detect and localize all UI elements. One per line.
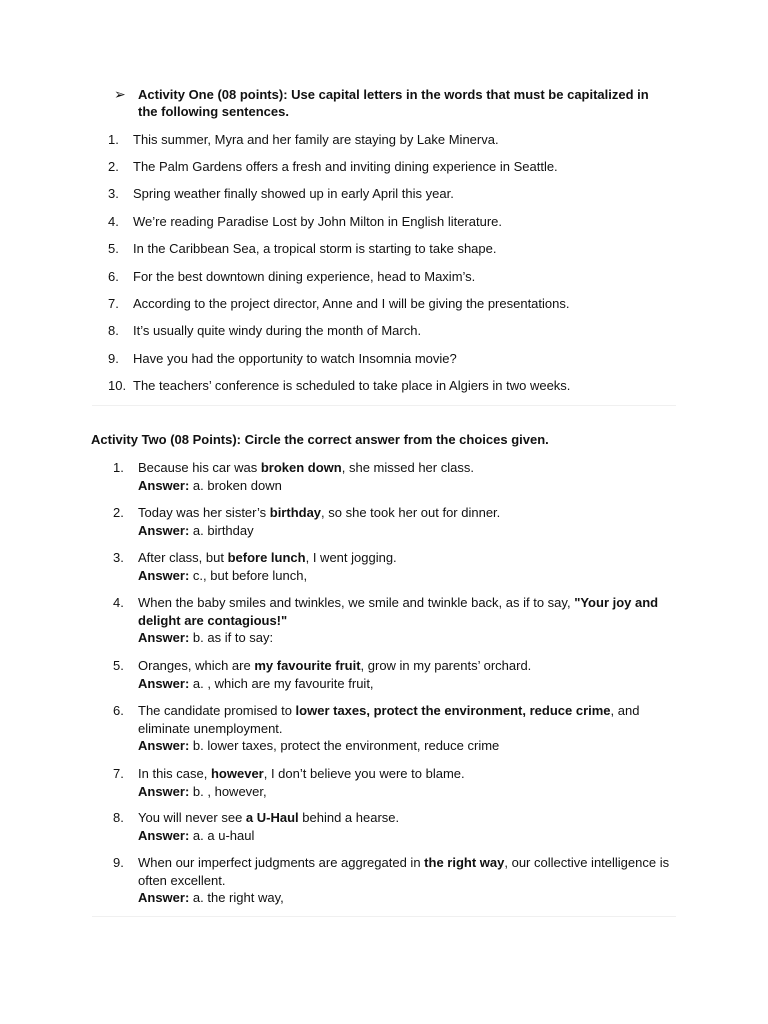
item-sentence: This summer, Myra and her family are staying by Lake Minerva. bbox=[133, 132, 499, 147]
item-question bbox=[138, 549, 678, 567]
item-question bbox=[138, 459, 678, 477]
item-number: 3. bbox=[108, 186, 119, 201]
item-sentence: The teachers’ conference is scheduled to take place in Algiers in two weeks. bbox=[133, 378, 571, 393]
item-number: 2. bbox=[108, 159, 119, 174]
item-body bbox=[138, 854, 678, 907]
item-question bbox=[138, 657, 678, 675]
answer-value: b. as if to say: bbox=[192, 630, 274, 645]
item-body bbox=[138, 459, 678, 494]
section-divider bbox=[92, 405, 676, 406]
question-text: Oranges, which are bbox=[138, 658, 255, 673]
item-answer bbox=[138, 783, 678, 801]
section-divider bbox=[92, 916, 676, 917]
question-text: Today was her sister’s bbox=[138, 505, 270, 520]
item-number: 7. bbox=[113, 766, 124, 781]
question-text: , I don’t believe you were to blame. bbox=[263, 766, 465, 781]
question-text: You will never see bbox=[138, 810, 246, 825]
item-sentence: We’re reading Paradise Lost by John Milton in English literature. bbox=[133, 214, 503, 229]
activity-one-item bbox=[108, 322, 708, 339]
item-answer bbox=[138, 737, 678, 755]
question-text: behind a hearse. bbox=[298, 810, 400, 825]
question-highlight: birthday bbox=[269, 505, 322, 520]
answer-value: a. birthday bbox=[192, 522, 254, 538]
question-highlight: before lunch bbox=[227, 550, 306, 565]
item-sentence: It’s usually quite windy during the month of March. bbox=[133, 323, 422, 338]
item-answer bbox=[138, 522, 678, 540]
activity-one-item bbox=[108, 377, 708, 394]
answer-value: b. , however, bbox=[192, 783, 267, 799]
item-number: 10. bbox=[108, 378, 127, 393]
item-number: 9. bbox=[108, 351, 119, 366]
question-text: Because his car was bbox=[138, 460, 261, 475]
question-text: In this case, bbox=[138, 766, 211, 781]
item-question bbox=[138, 854, 678, 889]
item-question bbox=[138, 594, 678, 629]
question-highlight: the right way bbox=[424, 855, 505, 870]
item-answer bbox=[138, 629, 678, 647]
activity-one-item bbox=[108, 213, 708, 230]
item-body bbox=[138, 549, 678, 584]
item-answer bbox=[138, 675, 678, 693]
question-highlight: lower taxes, protect the environment, reduce crime bbox=[295, 703, 611, 718]
activity-one-item bbox=[108, 131, 708, 148]
item-question bbox=[138, 765, 678, 783]
question-highlight: my favourite fruit bbox=[254, 658, 361, 673]
item-body bbox=[138, 657, 678, 692]
activity-one-item bbox=[108, 350, 708, 367]
question-text: After class, but bbox=[138, 550, 228, 565]
item-sentence: According to the project director, Anne and I will be giving the presentations. bbox=[133, 296, 570, 311]
answer-value: a. the right way, bbox=[192, 890, 284, 905]
item-number: 2. bbox=[113, 505, 124, 520]
item-number: 1. bbox=[108, 132, 119, 147]
activity-one-title: Activity One (08 points): Use capital letters in the words that must be capitalized in the following sentences. bbox=[138, 87, 649, 119]
item-number: 9. bbox=[113, 855, 124, 870]
arrow-bullet-icon: ➢ bbox=[114, 86, 126, 102]
item-number: 6. bbox=[108, 269, 119, 284]
answer-label: Answer: bbox=[138, 630, 190, 645]
item-answer bbox=[138, 567, 678, 585]
item-body bbox=[138, 765, 678, 800]
item-number: 1. bbox=[113, 460, 124, 475]
item-number: 3. bbox=[113, 550, 124, 565]
item-number: 8. bbox=[113, 810, 124, 825]
item-question bbox=[138, 809, 678, 827]
answer-label: Answer: bbox=[138, 567, 190, 583]
answer-value: c., but before lunch, bbox=[192, 567, 308, 583]
answer-label: Answer: bbox=[138, 675, 190, 691]
activity-one-item bbox=[108, 158, 708, 175]
answer-label: Answer: bbox=[138, 783, 190, 799]
activity-one-item bbox=[108, 268, 708, 285]
question-text: , and eliminate unemployment. bbox=[138, 703, 640, 736]
item-body bbox=[138, 702, 678, 755]
question-text: When the baby smiles and twinkles, we smile and twinkle back, as if to say, bbox=[138, 595, 575, 610]
item-question bbox=[138, 702, 678, 737]
item-sentence: Have you had the opportunity to watch Insomnia movie? bbox=[133, 351, 457, 366]
answer-label: Answer: bbox=[138, 827, 190, 843]
item-sentence: Spring weather finally showed up in early April this year. bbox=[133, 186, 454, 201]
question-highlight: "Your joy and delight are contagious!" bbox=[138, 595, 659, 628]
item-number: 6. bbox=[113, 703, 124, 718]
answer-value: a. a u-haul bbox=[192, 827, 255, 843]
item-answer bbox=[138, 889, 678, 907]
question-text: , she missed her class. bbox=[341, 460, 474, 475]
answer-label: Answer: bbox=[138, 890, 190, 905]
item-sentence: The Palm Gardens offers a fresh and inviting dining experience in Seattle. bbox=[133, 159, 558, 174]
item-body bbox=[138, 594, 678, 647]
question-text: The candidate promised to bbox=[138, 703, 296, 718]
answer-value: b. lower taxes, protect the environment, reduce crime bbox=[192, 738, 500, 753]
activity-two-title: Activity Two (08 Points): Circle the correct answer from the choices given. bbox=[91, 432, 549, 447]
item-number: 7. bbox=[108, 296, 119, 311]
item-number: 8. bbox=[108, 323, 119, 338]
item-answer bbox=[138, 827, 678, 845]
answer-label: Answer: bbox=[138, 738, 190, 753]
activity-one-item bbox=[108, 295, 708, 312]
question-text: , so she took her out for dinner. bbox=[321, 505, 501, 520]
answer-value: a. broken down bbox=[192, 477, 282, 493]
item-number: 4. bbox=[113, 595, 124, 610]
question-highlight: however bbox=[210, 766, 264, 781]
item-number: 5. bbox=[108, 241, 119, 256]
answer-label: Answer: bbox=[138, 477, 190, 493]
question-text: , grow in my parents’ orchard. bbox=[360, 658, 532, 673]
activity-one-item bbox=[108, 240, 708, 257]
item-sentence: For the best downtown dining experience, head to Maxim’s. bbox=[133, 269, 476, 284]
question-text: When our imperfect judgments are aggregated in bbox=[138, 855, 425, 870]
question-highlight: broken down bbox=[260, 460, 342, 475]
item-number: 4. bbox=[108, 214, 119, 229]
answer-value: a. , which are my favourite fruit, bbox=[192, 675, 374, 691]
item-number: 5. bbox=[113, 658, 124, 673]
item-answer bbox=[138, 477, 678, 495]
question-highlight: a U-Haul bbox=[245, 810, 299, 825]
item-question bbox=[138, 504, 678, 522]
question-text: , I went jogging. bbox=[305, 550, 397, 565]
item-sentence: In the Caribbean Sea, a tropical storm is starting to take shape. bbox=[133, 241, 497, 256]
question-text: , our collective intelligence is often excellent. bbox=[138, 855, 670, 888]
item-body bbox=[138, 504, 678, 539]
item-body bbox=[138, 809, 678, 844]
activity-one-item bbox=[108, 185, 708, 202]
answer-label: Answer: bbox=[138, 522, 190, 538]
